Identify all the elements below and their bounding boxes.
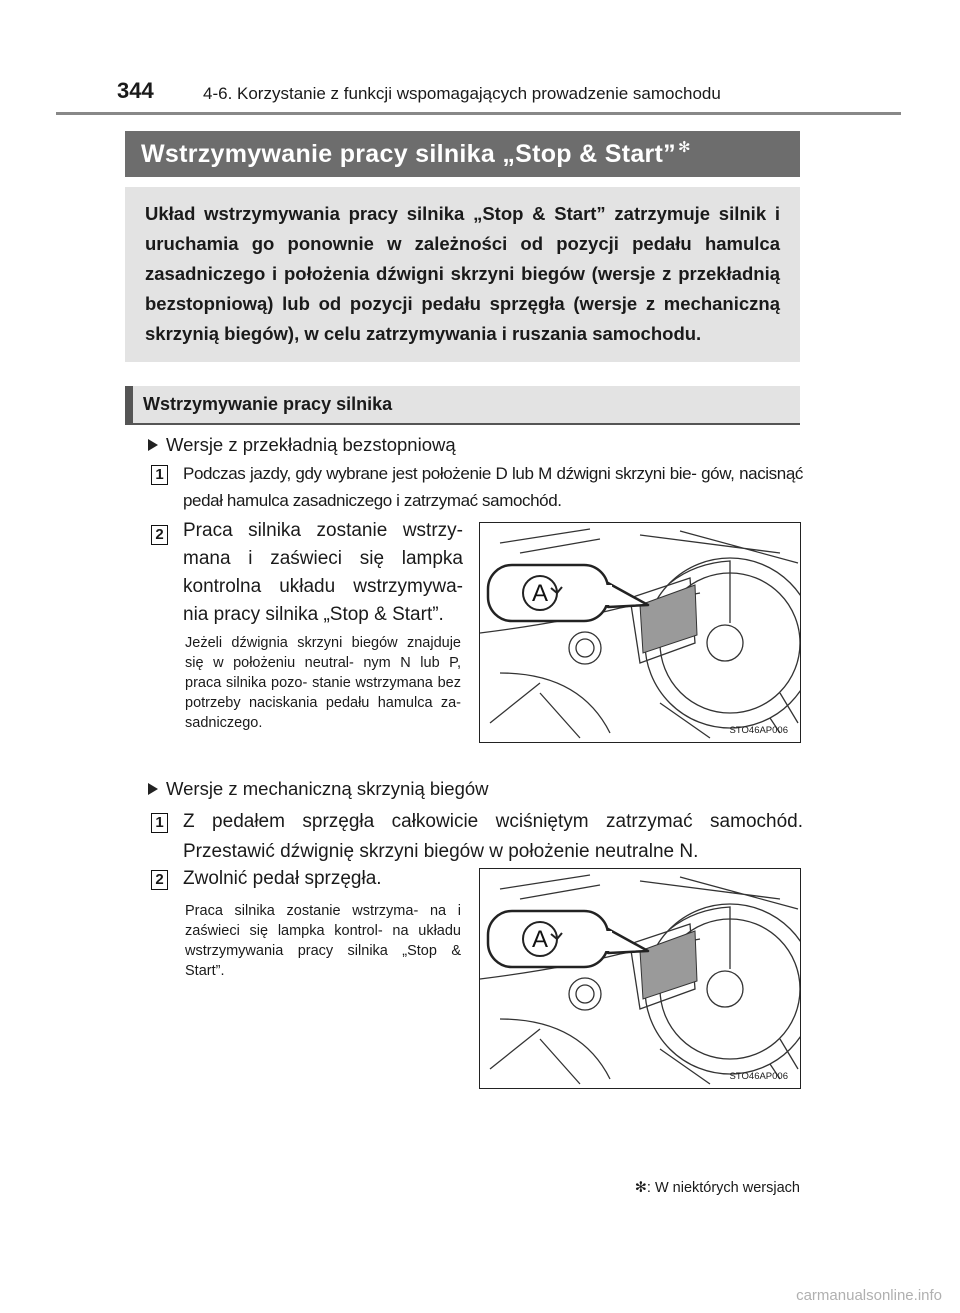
variant-manual-label: Wersje z mechaniczną skrzynią biegów — [166, 778, 489, 799]
page-title — [125, 131, 800, 177]
note-text: Praca silnika zostanie wstrzyma- na i zaświeci się lampka kontrol- na układu wstrzymywania pracy silnika „Stop & Start”. — [185, 903, 461, 979]
variant-manual — [148, 778, 489, 800]
variant-cvt-label: Wersje z przekładnią bezstopniową — [166, 434, 456, 455]
step-number: 1 — [151, 465, 168, 485]
page-number: 344 — [117, 78, 154, 103]
step-text: Praca silnika zostanie wstrzy- mana i zaświeci się lampka kontrolna układu wstrzymywa- nia pracy silnika „Stop & Start”. — [183, 520, 463, 625]
step-text: Zwolnić pedał sprzęgła. — [183, 868, 382, 889]
triangle-bullet-icon — [148, 439, 158, 451]
chapter-title: 4-6. Korzystanie z funkcji wspomagających prowadzenie samochodu — [203, 84, 721, 103]
dashboard-illustration — [479, 522, 801, 743]
page-title-text: Wstrzymywanie pracy silnika „Stop & Start” — [141, 139, 676, 168]
header-divider — [56, 112, 901, 115]
step-number: 1 — [151, 813, 168, 833]
watermark: carmanualsonline.info — [796, 1287, 942, 1304]
callout-label: A — [531, 926, 549, 953]
dashboard-drawing — [480, 523, 801, 743]
dashboard-drawing — [480, 869, 801, 1089]
section-heading: Wstrzymywanie pracy silnika — [125, 386, 800, 423]
step-text: Podczas jazdy, gdy wybrane jest położenie D lub M dźwigni skrzyni bie- gów, nacisnąć pedał hamulca zasadniczego i zatrzymać samochód. — [183, 464, 803, 510]
step-number: 2 — [151, 870, 168, 890]
note-text: Jeżeli dźwignia skrzyni biegów znajduje się w położeniu neutral- nym N lub P, praca silnika pozo- stanie wstrzymana bez potrzeby naciskania pedału hamulca za- sadniczego. — [185, 635, 461, 731]
step-number: 2 — [151, 525, 168, 545]
footnote-text: : W niektórych wersjach — [646, 1180, 800, 1196]
variant-cvt — [148, 434, 456, 456]
asterisk-marker: ✻ — [677, 139, 691, 156]
figure-code: STO46AP006 — [729, 725, 788, 736]
triangle-bullet-icon — [148, 783, 158, 795]
asterisk-marker: ✻ — [634, 1180, 647, 1196]
callout-label: A — [531, 580, 549, 607]
step-text: Z pedałem sprzęgła całkowicie wciśniętym zatrzymać samochód. Przestawić dźwignię skrzyni biegów w położenie neutralne N. — [183, 811, 803, 862]
footnote — [635, 1180, 800, 1196]
figure-code: STO46AP006 — [729, 1071, 788, 1082]
intro-box: Układ wstrzymywania pracy silnika „Stop & Start” zatrzymuje silnik i uruchamia go ponownie w zależności od pozycji pedału hamulca zasadniczego i położenia dźwigni skrzyni biegów (wersje z przekładnią bezstopniową) lub od pozycji pedału sprzęgła (wersje z mechaniczną skrzynią biegów), w celu zatrzymywania i ruszania samochodu. — [125, 187, 800, 362]
section-divider — [125, 423, 800, 425]
dashboard-illustration — [479, 868, 801, 1089]
